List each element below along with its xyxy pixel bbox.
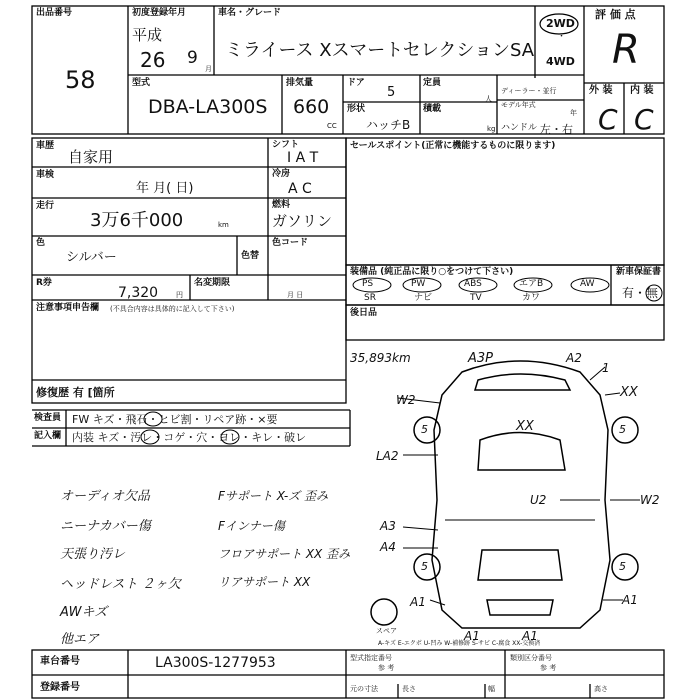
model-year-label: モデル年式 [501, 101, 536, 109]
note-left-1: オーディオ欠品 [60, 489, 150, 504]
registration-month: 9 [187, 48, 198, 68]
diag-la2: LA2 [376, 449, 399, 463]
diag-xx-right: XX [620, 385, 638, 400]
aircon-label: 冷房 [272, 169, 291, 179]
width-label: 幅 [488, 685, 495, 693]
mileage-label: 走行 [36, 201, 55, 211]
diag-a3: A3 [380, 519, 396, 533]
diag-a2-top: A2 [566, 351, 582, 365]
equip-aw: AW [580, 279, 595, 289]
displacement-label: 排気量 [286, 78, 314, 88]
vehicle-use: 自家用 [68, 148, 114, 166]
capacity-unit: 人 [485, 95, 492, 103]
inspector-label: 検査員 [34, 413, 62, 423]
length-label: 長さ [402, 685, 416, 693]
load-label: 積載 [423, 104, 442, 114]
color-label: 色 [36, 238, 46, 248]
diag-a1-left: A1 [410, 595, 426, 609]
lot-number-label: 出品番号 [36, 8, 73, 18]
equip-navi: ナビ [414, 293, 433, 303]
interior-grade: C [634, 103, 654, 136]
fuel: ガソリン [272, 212, 333, 230]
equipment-label: 装備品 (純正品に限り○をつけて下さい) [350, 267, 514, 277]
warranty-label: 新車保証書 [616, 267, 662, 277]
era-name: 平成 [132, 26, 163, 44]
equip-sr: SR [364, 293, 376, 303]
aircon: A C [288, 181, 312, 197]
inspection-date: 年 月( 日) [136, 181, 194, 196]
chassis-number: LA300S-1277953 [155, 655, 276, 671]
first-registration-label: 初度登録年月 [132, 8, 187, 18]
registration-number-label: 登録番号 [40, 682, 80, 693]
note-right-1: Fサポート X-ズ 歪み [218, 489, 328, 503]
diag-a1-bottom-right: A1 [522, 629, 538, 643]
interior-check-row: 内装 キズ・汚レ・コゲ・穴・ヨレ・キレ・破レ [72, 431, 307, 444]
diag-xx-roof: XX [516, 419, 534, 434]
chassis-type-label: 型式 [132, 78, 151, 88]
original-spec-label: 元の寸法 [350, 685, 378, 693]
warranty-value: 有・無 [622, 286, 659, 300]
note-left-2: ニーナカバー傷 [60, 519, 151, 534]
capacity-label: 定員 [423, 78, 442, 88]
drive-2wd: 2WD [546, 17, 575, 30]
model-grade: ミライース XスマートセレクションSA [225, 40, 535, 61]
doors-label: ドア [347, 78, 365, 88]
exterior-check-row: FW キズ・飛石・ヒビ割・リペア跡・×要 [72, 413, 278, 426]
title-change-label: 名変期限 [194, 278, 231, 288]
diag-a1-bottom-left: A1 [464, 629, 480, 643]
equip-pw: PW [411, 279, 426, 289]
shape-label: 形状 [347, 104, 366, 114]
exterior-label: 外 装 [589, 85, 613, 96]
dealer-label: ディーラー・並行 [501, 87, 557, 95]
drive-separator: ・ [557, 32, 567, 42]
spare-label: スペア [376, 627, 397, 635]
model-grade-label: 車名・グレード [218, 8, 282, 18]
color-code-label: 色コード [272, 238, 309, 248]
year-unit: 年 [570, 109, 577, 117]
equip-airbag: エアB [519, 279, 544, 289]
title-change-month: 月 日 [287, 291, 304, 299]
mileage-unit: km [218, 221, 229, 229]
height-label: 高さ [594, 685, 608, 693]
chassis-type: DBA-LA300S [148, 96, 268, 118]
diag-5-rl: 5 [421, 560, 428, 573]
inspection-label: 車検 [36, 170, 55, 180]
diag-1: 1 [602, 361, 610, 375]
post-install-label: 後日品 [350, 308, 378, 318]
note-left-4: ヘッドレスト ２ヶ欠 [60, 577, 181, 592]
diag-a1-right: A1 [622, 593, 638, 607]
equip-ps: PS [362, 279, 374, 289]
diag-5-fl: 5 [421, 423, 428, 436]
interior-label: 内 装 [630, 85, 654, 96]
recycle-label: R券 [36, 278, 52, 288]
drive-4wd: 4WD [546, 55, 575, 68]
handwritten-mileage: 35,893km [350, 351, 411, 365]
diag-5-fr: 5 [619, 423, 626, 436]
load-unit: kg [487, 125, 496, 133]
diag-a4: A4 [380, 540, 396, 554]
displacement: 660 [293, 96, 330, 118]
grade-label: 評 価 点 [595, 8, 636, 21]
equip-tv: TV [470, 293, 482, 303]
diag-w2-right: W2 [640, 493, 660, 507]
entry-label: 記入欄 [34, 431, 62, 441]
displacement-unit: CC [327, 122, 337, 130]
mileage: 3万6千000 [90, 210, 184, 231]
fuel-label: 燃料 [272, 200, 291, 210]
vehicle-use-label: 車歴 [36, 141, 55, 151]
note-right-4: リアサポート XX [218, 575, 311, 589]
color-change-label: 色替 [241, 251, 260, 261]
yen-unit: 円 [176, 291, 183, 299]
note-left-3: 天張り汚レ [60, 547, 126, 562]
recycle-fee: 7,320 [118, 285, 159, 301]
lot-number: 58 [65, 66, 96, 94]
diag-a3p: A3P [468, 351, 494, 366]
chassis-number-label: 車台番号 [40, 656, 80, 667]
registration-year: 26 [140, 48, 166, 72]
type-designation-label: 型式指定番号 [350, 654, 392, 662]
equip-abs: ABS [464, 279, 482, 289]
note-right-2: Fインナー傷 [218, 519, 285, 533]
diag-u2: U2 [530, 493, 547, 507]
reference-label-2: 参 考 [540, 664, 557, 672]
body-shape: ハッチB [366, 118, 411, 132]
diag-w2-left: W2 [396, 393, 416, 407]
notes-label: 注意事項申告欄 [36, 303, 100, 313]
shift: I A T [287, 150, 319, 166]
equip-leather: カワ [522, 293, 541, 303]
overall-grade: R [612, 27, 640, 73]
month-unit: 月 [205, 65, 212, 73]
diagram-legend: A-キズ E-エクボ U-凹み W-補修跡 S-サビ C-腐食 XX-交換済 [378, 640, 541, 647]
doors: 5 [387, 85, 396, 100]
note-right-3: フロアサポート XX 歪み [218, 547, 351, 561]
note-left-6: 他エア [60, 632, 100, 647]
steering-label: ハンドル [501, 123, 538, 133]
reference-label-1: 参 考 [378, 664, 395, 672]
color: シルバー [66, 250, 117, 265]
diag-5-rr: 5 [619, 560, 626, 573]
note-left-5: AWキズ [60, 605, 108, 620]
steering: 左・右 [540, 123, 573, 136]
repair-history: 修復歴 有 [箇所 [36, 386, 115, 399]
shift-label: シフト [272, 140, 300, 150]
sales-points-label: セールスポイント(正常に機能するものに限ります) [350, 141, 556, 151]
exterior-grade: C [598, 103, 618, 136]
category-label: 類別区分番号 [510, 654, 552, 662]
notes-hint: (不具合内容は具体的に記入して下さい) [110, 305, 235, 313]
